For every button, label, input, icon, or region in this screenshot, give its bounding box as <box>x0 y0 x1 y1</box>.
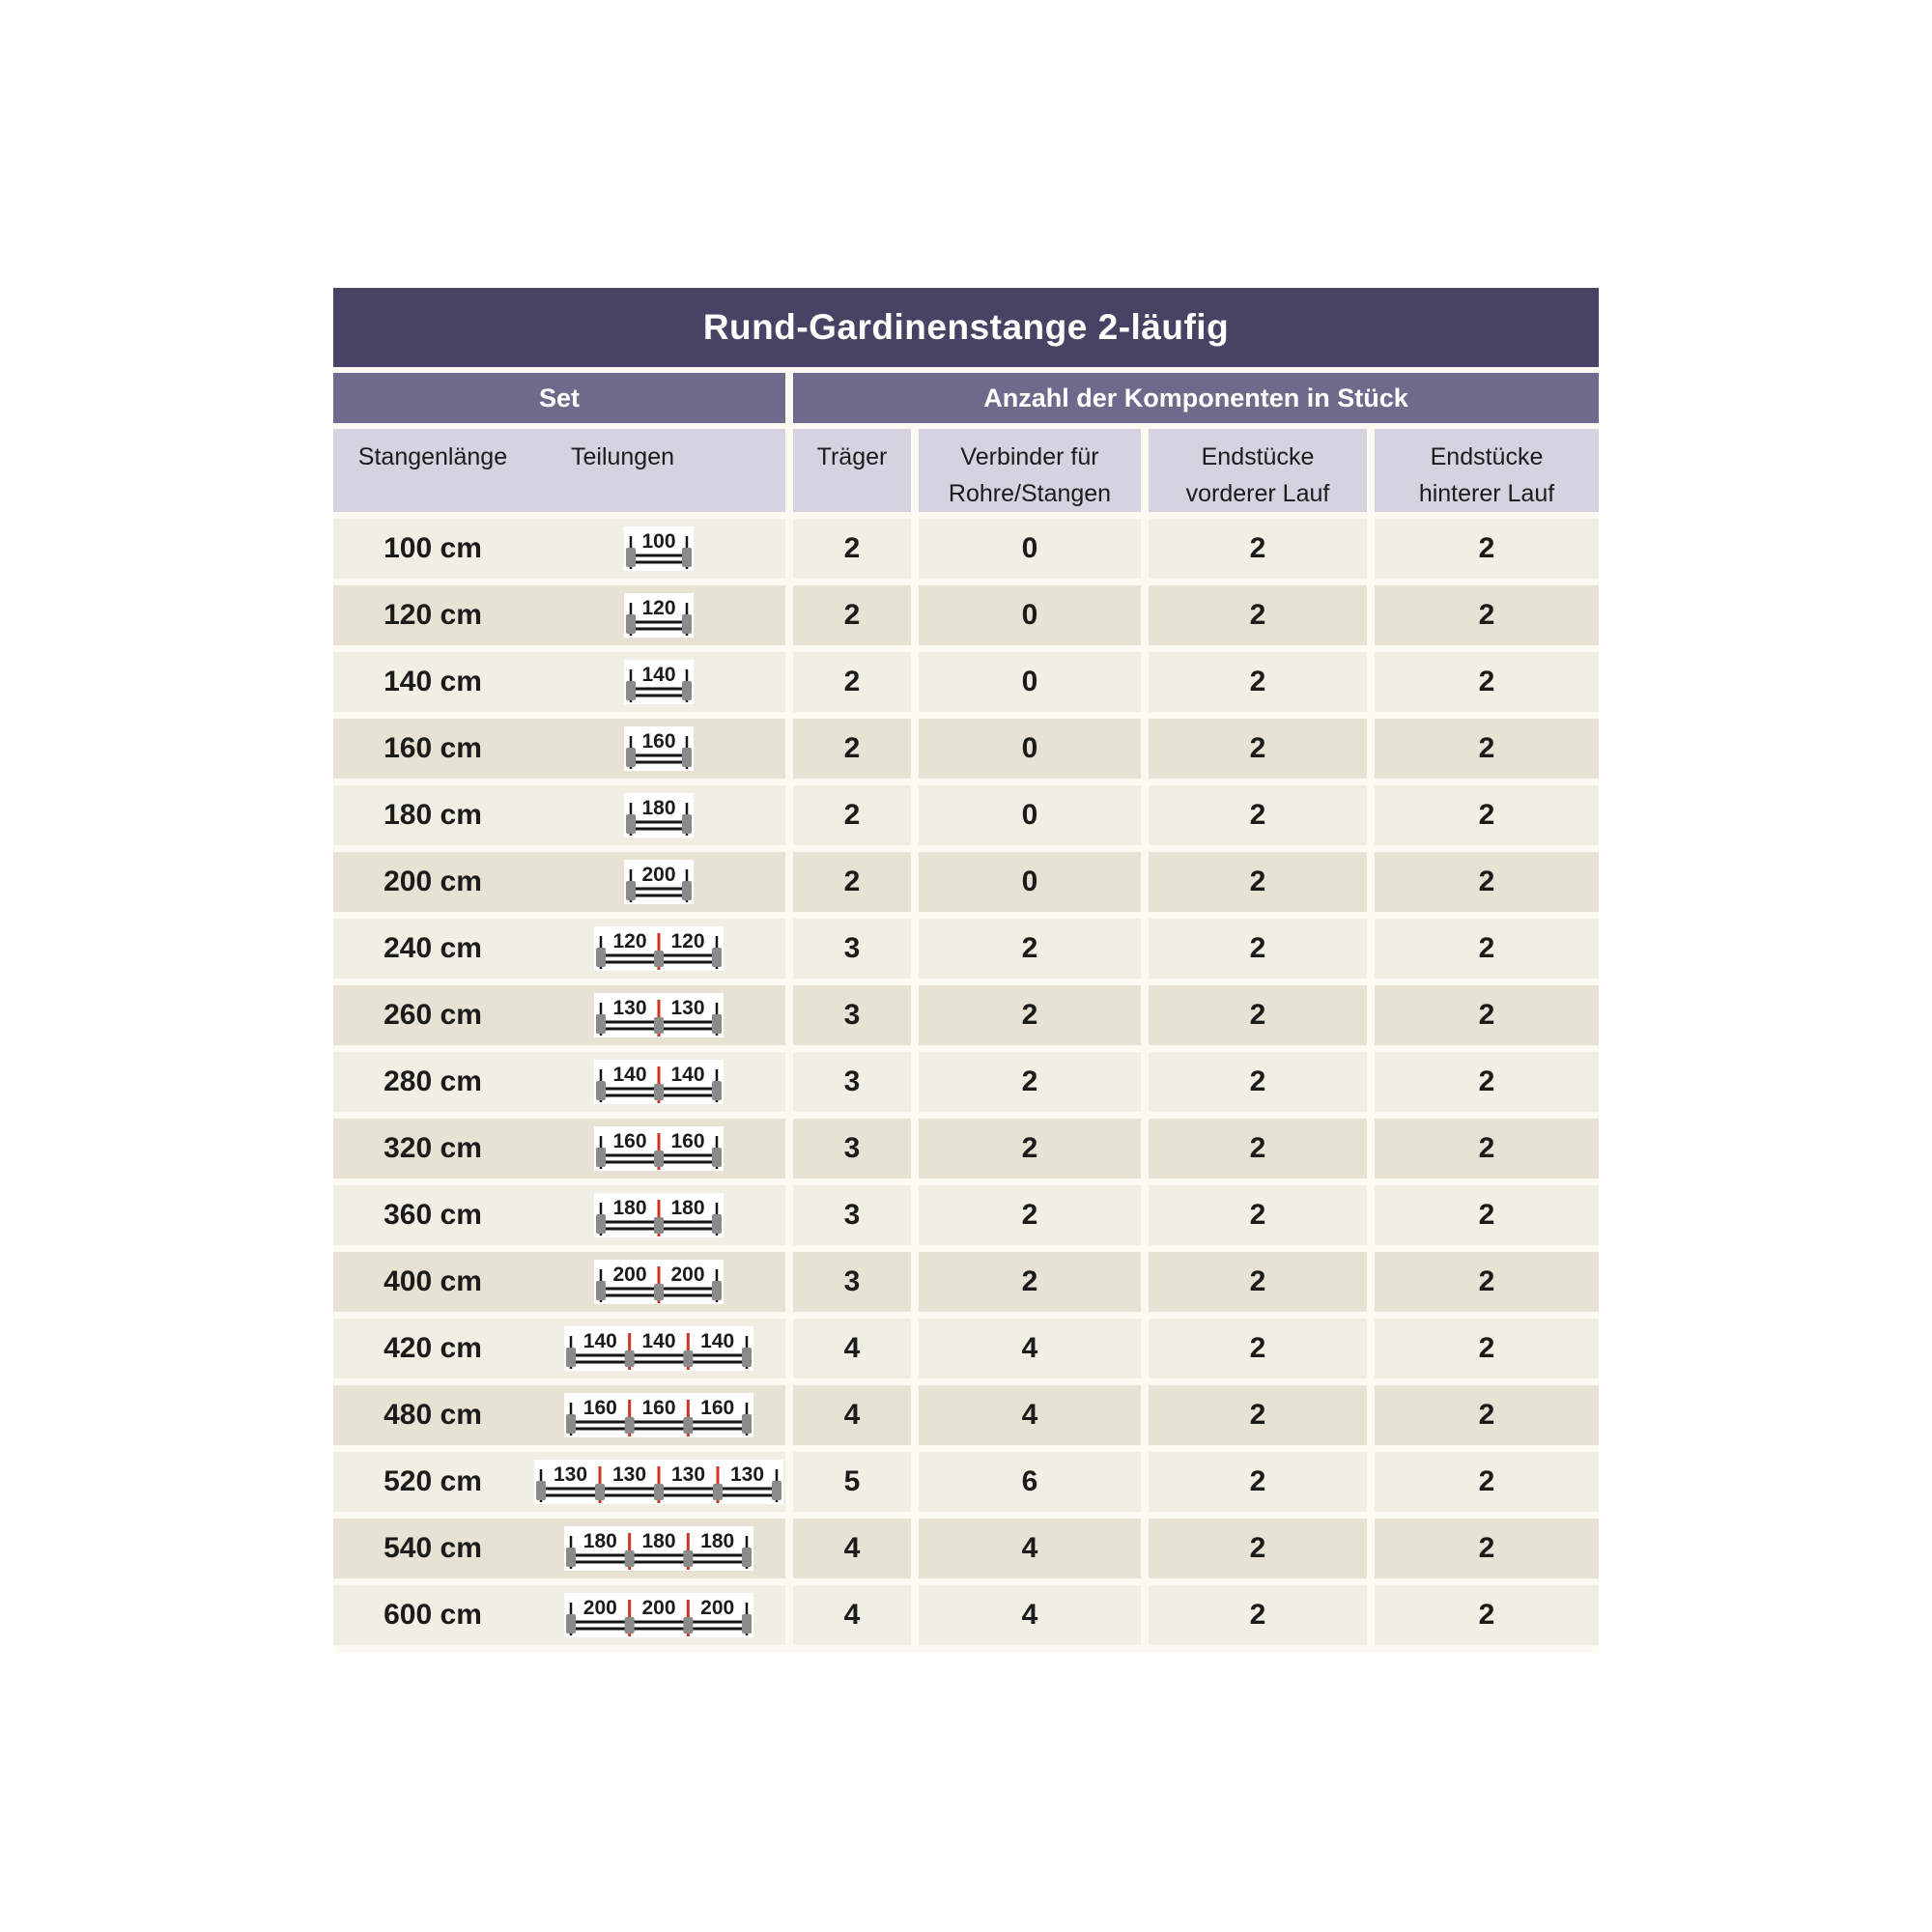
section-header-components <box>793 373 1599 423</box>
cell-verbinder <box>919 1052 1141 1112</box>
count-value: 2 <box>1249 866 1266 897</box>
count-value: 2 <box>1478 1265 1495 1297</box>
table-row <box>333 1519 1599 1578</box>
cell-verbinder <box>919 1385 1141 1445</box>
cell-end-front <box>1149 652 1367 712</box>
column-header-divisions: Teilungen <box>570 443 675 470</box>
count-value: 2 <box>1478 1199 1495 1231</box>
svg-text:140: 140 <box>612 1064 647 1086</box>
column-header-verbinder <box>919 429 1141 512</box>
rod-segments-icon <box>532 860 785 904</box>
cell-set <box>333 1452 785 1512</box>
cell-set <box>333 1585 785 1645</box>
rod-segments-icon <box>532 1326 785 1371</box>
cell-end-front <box>1149 1319 1367 1378</box>
count-value: 3 <box>843 1265 861 1297</box>
column-header-traeger <box>793 429 911 512</box>
svg-text:200: 200 <box>641 864 676 886</box>
cell-set <box>333 1185 785 1245</box>
count-value: 2 <box>1478 732 1495 764</box>
svg-text:160: 160 <box>582 1397 617 1419</box>
count-value: 2 <box>1021 932 1038 964</box>
cell-traeger <box>793 1185 911 1245</box>
svg-text:140: 140 <box>670 1064 705 1086</box>
rod-length-label: 180 cm <box>384 799 482 831</box>
column-header-verbinder-line2: Rohre/Stangen <box>948 480 1112 507</box>
count-value: 2 <box>1478 799 1495 831</box>
count-value: 2 <box>1249 1399 1266 1431</box>
count-value: 2 <box>1249 1599 1266 1631</box>
count-value: 2 <box>1249 1199 1266 1231</box>
cell-set <box>333 1319 785 1378</box>
cell-traeger <box>793 1519 911 1578</box>
rod-segments-icon <box>532 1193 785 1237</box>
svg-text:180: 180 <box>670 1197 705 1219</box>
count-value: 2 <box>1249 999 1266 1031</box>
cell-traeger <box>793 852 911 912</box>
cell-end-rear <box>1375 1452 1599 1512</box>
count-value: 2 <box>1021 999 1038 1031</box>
table-row <box>333 1052 1599 1112</box>
cell-end-rear <box>1375 1252 1599 1312</box>
cell-verbinder <box>919 852 1141 912</box>
svg-text:100: 100 <box>641 530 676 553</box>
rod-length-label: 480 cm <box>384 1399 482 1431</box>
cell-set <box>333 519 785 579</box>
count-value: 2 <box>1249 932 1266 964</box>
count-value: 2 <box>1478 1399 1495 1431</box>
count-value: 3 <box>843 1132 861 1164</box>
count-value: 4 <box>843 1332 861 1364</box>
cell-verbinder <box>919 1585 1141 1645</box>
column-header-end-front <box>1149 429 1367 512</box>
cell-end-front <box>1149 1052 1367 1112</box>
cell-traeger <box>793 1585 911 1645</box>
count-value: 3 <box>843 999 861 1031</box>
svg-text:160: 160 <box>670 1130 705 1152</box>
count-value: 2 <box>1249 1332 1266 1364</box>
svg-text:130: 130 <box>729 1463 765 1486</box>
svg-text:130: 130 <box>670 997 705 1019</box>
column-header-end-rear-line1: Endstücke <box>1430 443 1544 470</box>
count-value: 4 <box>1021 1532 1038 1564</box>
cell-end-rear <box>1375 1519 1599 1578</box>
rod-length-label: 320 cm <box>384 1132 482 1164</box>
count-value: 2 <box>1249 1532 1266 1564</box>
cell-verbinder <box>919 1119 1141 1179</box>
column-header-end-front-line1: Endstücke <box>1201 443 1315 470</box>
cell-set <box>333 585 785 645</box>
section-header-components-label: Anzahl der Komponenten in Stück <box>983 383 1408 412</box>
count-value: 2 <box>1478 1465 1495 1497</box>
count-value: 2 <box>843 732 861 764</box>
svg-text:120: 120 <box>670 930 705 952</box>
cell-traeger <box>793 719 911 779</box>
cell-end-rear <box>1375 785 1599 845</box>
rod-length-label: 160 cm <box>384 732 482 764</box>
count-value: 4 <box>1021 1599 1038 1631</box>
cell-verbinder <box>919 1519 1141 1578</box>
cell-end-front <box>1149 1385 1367 1445</box>
cell-set <box>333 719 785 779</box>
cell-verbinder <box>919 585 1141 645</box>
table-row <box>333 785 1599 845</box>
count-value: 2 <box>1478 1065 1495 1097</box>
svg-text:200: 200 <box>700 1597 735 1619</box>
cell-verbinder <box>919 1319 1141 1378</box>
cell-end-front <box>1149 985 1367 1045</box>
rod-length-label: 520 cm <box>384 1465 482 1497</box>
rod-length-label: 120 cm <box>384 599 482 631</box>
count-value: 2 <box>1478 532 1495 564</box>
count-value: 4 <box>843 1399 861 1431</box>
svg-text:130: 130 <box>670 1463 706 1486</box>
count-value: 2 <box>1478 999 1495 1031</box>
column-header-end-rear <box>1375 429 1599 512</box>
rod-length-label: 100 cm <box>384 532 482 564</box>
count-value: 2 <box>1249 1465 1266 1497</box>
rod-segments-icon <box>532 1526 785 1571</box>
svg-text:120: 120 <box>641 597 676 619</box>
rod-segments-icon <box>532 1060 785 1104</box>
count-value: 2 <box>1249 1065 1266 1097</box>
table-row <box>333 1252 1599 1312</box>
table-row <box>333 652 1599 712</box>
cell-traeger <box>793 1319 911 1378</box>
count-value: 6 <box>1021 1465 1038 1497</box>
svg-text:180: 180 <box>582 1530 617 1552</box>
table-title-bar <box>333 288 1599 367</box>
svg-text:200: 200 <box>670 1264 705 1286</box>
rod-segments-icon <box>532 793 785 838</box>
count-value: 2 <box>843 599 861 631</box>
cell-end-rear <box>1375 1585 1599 1645</box>
column-header-row <box>333 429 1599 512</box>
svg-text:180: 180 <box>612 1197 647 1219</box>
column-header-length: Stangenlänge <box>357 443 508 470</box>
svg-text:130: 130 <box>612 997 647 1019</box>
column-header-traeger-label: Träger <box>816 443 888 470</box>
svg-text:180: 180 <box>641 1530 676 1552</box>
svg-text:180: 180 <box>641 797 676 819</box>
count-value: 2 <box>1478 866 1495 897</box>
count-value: 2 <box>1249 599 1266 631</box>
cell-verbinder <box>919 652 1141 712</box>
section-header-row <box>333 373 1599 423</box>
cell-set <box>333 852 785 912</box>
table-row <box>333 1385 1599 1445</box>
rod-segments-icon <box>532 926 785 971</box>
count-value: 3 <box>843 1065 861 1097</box>
cell-end-rear <box>1375 1052 1599 1112</box>
cell-end-front <box>1149 1119 1367 1179</box>
count-value: 2 <box>1021 1199 1038 1231</box>
count-value: 4 <box>843 1532 861 1564</box>
cell-traeger <box>793 585 911 645</box>
cell-end-front <box>1149 519 1367 579</box>
rod-length-label: 240 cm <box>384 932 482 964</box>
cell-set <box>333 652 785 712</box>
table-body <box>333 519 1599 1645</box>
rod-length-label: 260 cm <box>384 999 482 1031</box>
count-value: 3 <box>843 932 861 964</box>
svg-text:130: 130 <box>611 1463 647 1486</box>
table-row <box>333 585 1599 645</box>
svg-text:180: 180 <box>700 1530 735 1552</box>
cell-end-front <box>1149 1585 1367 1645</box>
cell-traeger <box>793 1119 911 1179</box>
rod-length-label: 280 cm <box>384 1065 482 1097</box>
svg-text:140: 140 <box>700 1330 735 1352</box>
cell-set <box>333 1252 785 1312</box>
cell-verbinder <box>919 1452 1141 1512</box>
count-value: 0 <box>1021 799 1038 831</box>
table-row <box>333 985 1599 1045</box>
count-value: 0 <box>1021 866 1038 897</box>
table-row <box>333 1319 1599 1378</box>
count-value: 2 <box>1249 732 1266 764</box>
count-value: 0 <box>1021 599 1038 631</box>
rod-length-label: 540 cm <box>384 1532 482 1564</box>
cell-end-front <box>1149 1519 1367 1578</box>
table-row <box>333 1452 1599 1512</box>
rod-segments-icon <box>532 1260 785 1304</box>
cell-end-rear <box>1375 719 1599 779</box>
count-value: 2 <box>1249 532 1266 564</box>
cell-end-rear <box>1375 1385 1599 1445</box>
cell-verbinder <box>919 1252 1141 1312</box>
column-header-verbinder-line1: Verbinder für <box>960 443 1099 470</box>
cell-end-front <box>1149 1452 1367 1512</box>
cell-verbinder <box>919 519 1141 579</box>
svg-text:200: 200 <box>641 1597 676 1619</box>
svg-text:120: 120 <box>612 930 647 952</box>
count-value: 4 <box>1021 1399 1038 1431</box>
count-value: 4 <box>843 1599 861 1631</box>
cell-set <box>333 1385 785 1445</box>
table-row <box>333 852 1599 912</box>
cell-verbinder <box>919 785 1141 845</box>
table-row <box>333 1585 1599 1645</box>
svg-text:160: 160 <box>641 1397 676 1419</box>
count-value: 2 <box>1478 932 1495 964</box>
cell-set <box>333 1052 785 1112</box>
count-value: 2 <box>843 799 861 831</box>
rod-length-label: 400 cm <box>384 1265 482 1297</box>
count-value: 0 <box>1021 532 1038 564</box>
section-header-set-label: Set <box>538 383 581 412</box>
cell-end-front <box>1149 1252 1367 1312</box>
rod-length-label: 140 cm <box>384 666 482 697</box>
cell-verbinder <box>919 985 1141 1045</box>
count-value: 2 <box>1249 1265 1266 1297</box>
table-row <box>333 1119 1599 1179</box>
table-row <box>333 719 1599 779</box>
cell-traeger <box>793 1052 911 1112</box>
count-value: 2 <box>1478 1332 1495 1364</box>
cell-set <box>333 985 785 1045</box>
svg-text:140: 140 <box>641 1330 676 1352</box>
svg-text:200: 200 <box>612 1264 647 1286</box>
count-value: 2 <box>843 532 861 564</box>
cell-traeger <box>793 985 911 1045</box>
page-title: Rund-Gardinenstange 2-läufig <box>702 307 1230 347</box>
count-value: 2 <box>1478 666 1495 697</box>
rod-segments-icon <box>532 526 785 571</box>
count-value: 5 <box>843 1465 861 1497</box>
cell-set <box>333 1519 785 1578</box>
table-row <box>333 519 1599 579</box>
cell-end-rear <box>1375 985 1599 1045</box>
cell-end-front <box>1149 1185 1367 1245</box>
rod-segments-icon <box>532 660 785 704</box>
rod-segments-icon <box>532 1126 785 1171</box>
cell-end-rear <box>1375 652 1599 712</box>
cell-verbinder <box>919 719 1141 779</box>
section-header-set <box>333 373 785 423</box>
svg-text:140: 140 <box>582 1330 617 1352</box>
count-value: 2 <box>1021 1265 1038 1297</box>
rod-length-label: 360 cm <box>384 1199 482 1231</box>
svg-text:200: 200 <box>582 1597 617 1619</box>
svg-text:160: 160 <box>700 1397 735 1419</box>
svg-text:130: 130 <box>553 1463 588 1486</box>
rod-length-label: 420 cm <box>384 1332 482 1364</box>
count-value: 0 <box>1021 732 1038 764</box>
cell-end-front <box>1149 719 1367 779</box>
column-header-set <box>333 429 785 512</box>
rod-segments-icon <box>532 1593 785 1637</box>
rod-segments-icon <box>532 593 785 638</box>
svg-text:140: 140 <box>641 664 676 686</box>
count-value: 2 <box>1021 1065 1038 1097</box>
count-value: 2 <box>843 866 861 897</box>
count-value: 2 <box>1478 1532 1495 1564</box>
cell-end-rear <box>1375 852 1599 912</box>
cell-set <box>333 919 785 979</box>
cell-end-rear <box>1375 1185 1599 1245</box>
rod-segments-icon <box>532 993 785 1037</box>
cell-end-rear <box>1375 1119 1599 1179</box>
count-value: 2 <box>843 666 861 697</box>
rod-segments-icon <box>532 1393 785 1437</box>
component-table <box>333 288 1599 1653</box>
cell-traeger <box>793 1252 911 1312</box>
cell-set <box>333 1119 785 1179</box>
count-value: 3 <box>843 1199 861 1231</box>
cell-traeger <box>793 652 911 712</box>
rod-length-label: 600 cm <box>384 1599 482 1631</box>
rod-segments-icon <box>532 726 785 771</box>
cell-set <box>333 785 785 845</box>
cell-end-rear <box>1375 1319 1599 1378</box>
cell-end-front <box>1149 585 1367 645</box>
cell-end-rear <box>1375 585 1599 645</box>
cell-traeger <box>793 519 911 579</box>
cell-end-rear <box>1375 919 1599 979</box>
column-header-end-front-line2: vorderer Lauf <box>1185 480 1330 507</box>
cell-traeger <box>793 1385 911 1445</box>
svg-text:160: 160 <box>612 1130 647 1152</box>
cell-end-front <box>1149 785 1367 845</box>
count-value: 2 <box>1478 1599 1495 1631</box>
table-row <box>333 919 1599 979</box>
count-value: 2 <box>1021 1132 1038 1164</box>
cell-traeger <box>793 1452 911 1512</box>
cell-end-front <box>1149 919 1367 979</box>
cell-verbinder <box>919 919 1141 979</box>
count-value: 2 <box>1249 1132 1266 1164</box>
count-value: 2 <box>1478 1132 1495 1164</box>
rod-length-label: 200 cm <box>384 866 482 897</box>
count-value: 2 <box>1478 599 1495 631</box>
count-value: 4 <box>1021 1332 1038 1364</box>
cell-verbinder <box>919 1185 1141 1245</box>
cell-end-front <box>1149 852 1367 912</box>
rod-segments-icon <box>532 1460 785 1504</box>
cell-traeger <box>793 919 911 979</box>
column-header-end-rear-line2: hinterer Lauf <box>1418 480 1555 507</box>
svg-text:160: 160 <box>641 730 676 753</box>
count-value: 0 <box>1021 666 1038 697</box>
count-value: 2 <box>1249 799 1266 831</box>
table-row <box>333 1185 1599 1245</box>
cell-traeger <box>793 785 911 845</box>
count-value: 2 <box>1249 666 1266 697</box>
cell-end-rear <box>1375 519 1599 579</box>
